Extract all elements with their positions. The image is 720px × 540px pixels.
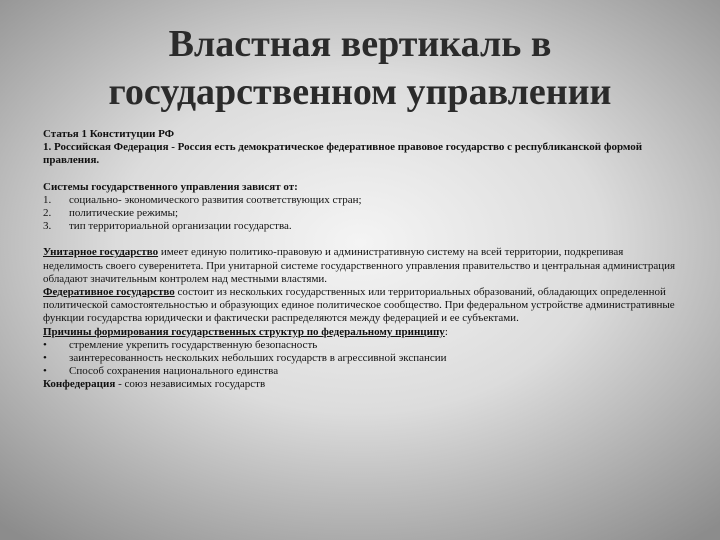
article-heading: Статья 1 Конституции РФ xyxy=(43,128,175,140)
systems-item-num: 1. xyxy=(43,193,52,206)
federal-text: состоит из нескольких государственных или территориальных образований, обладающих определенной политической самостоятельностью и образующих единое политическое сообщество. При федеральном устройстве административные функции государства юридически и фактически распределяются между федерацией и ее субъектами. xyxy=(43,286,675,325)
systems-block xyxy=(43,181,683,234)
slide-body xyxy=(43,128,683,392)
reasons-item-text: заинтересованность нескольких небольших государств в агрессивной экспансии xyxy=(69,352,447,365)
confederation-paragraph xyxy=(43,378,683,391)
bullet-icon: • xyxy=(43,352,47,365)
confederation-text: - союз независимых государств xyxy=(115,378,266,391)
reasons-item xyxy=(43,352,683,365)
confederation-term: Конфедерация xyxy=(43,378,116,391)
systems-item-text: тип территориальной организации государства. xyxy=(69,220,292,233)
title-line-1: Властная вертикаль в xyxy=(168,23,552,65)
systems-item xyxy=(43,220,683,233)
unitary-paragraph xyxy=(43,246,683,286)
systems-item-num: 3. xyxy=(43,220,52,233)
systems-heading: Системы государственного управления зависят от: xyxy=(43,180,298,193)
reasons-item xyxy=(43,365,683,378)
reasons-item xyxy=(43,339,683,352)
article-text: 1. Российская Федерация - Россия есть демократическое федеративное правовое государство с республиканской формой правления. xyxy=(43,141,643,167)
systems-item-text: социально- экономического развития соответствующих стран; xyxy=(69,193,362,206)
systems-item-text: политические режимы; xyxy=(69,207,179,220)
title-line-2: государственном управлении xyxy=(108,71,612,113)
reasons-block xyxy=(43,326,683,379)
slide-title xyxy=(40,20,680,116)
bullet-icon: • xyxy=(43,365,47,378)
systems-item xyxy=(43,194,683,207)
article-block xyxy=(43,128,683,168)
federal-paragraph xyxy=(43,286,683,326)
systems-item-num: 2. xyxy=(43,207,52,220)
bullet-icon: • xyxy=(43,338,47,351)
reasons-heading-line xyxy=(43,326,683,339)
reasons-item-text: стремление укрепить государственную безопасность xyxy=(69,338,318,351)
reasons-suffix: : xyxy=(444,325,448,338)
systems-item xyxy=(43,207,683,220)
reasons-heading: Причины формирования государственных структур по федеральному принципу xyxy=(43,325,445,338)
unitary-text: имеет единую политико-правовую и административную систему на всей территории, подкрепивая неделимость своего суверенитета. При унитарной системе государственного управления правительство и центральная администрация обладают значительным контролем над местными властями. xyxy=(43,246,676,285)
reasons-item-text: Способ сохранения национального единства xyxy=(69,365,279,378)
federal-term: Федеративное государство xyxy=(43,286,175,299)
unitary-term: Унитарное государство xyxy=(43,246,159,259)
